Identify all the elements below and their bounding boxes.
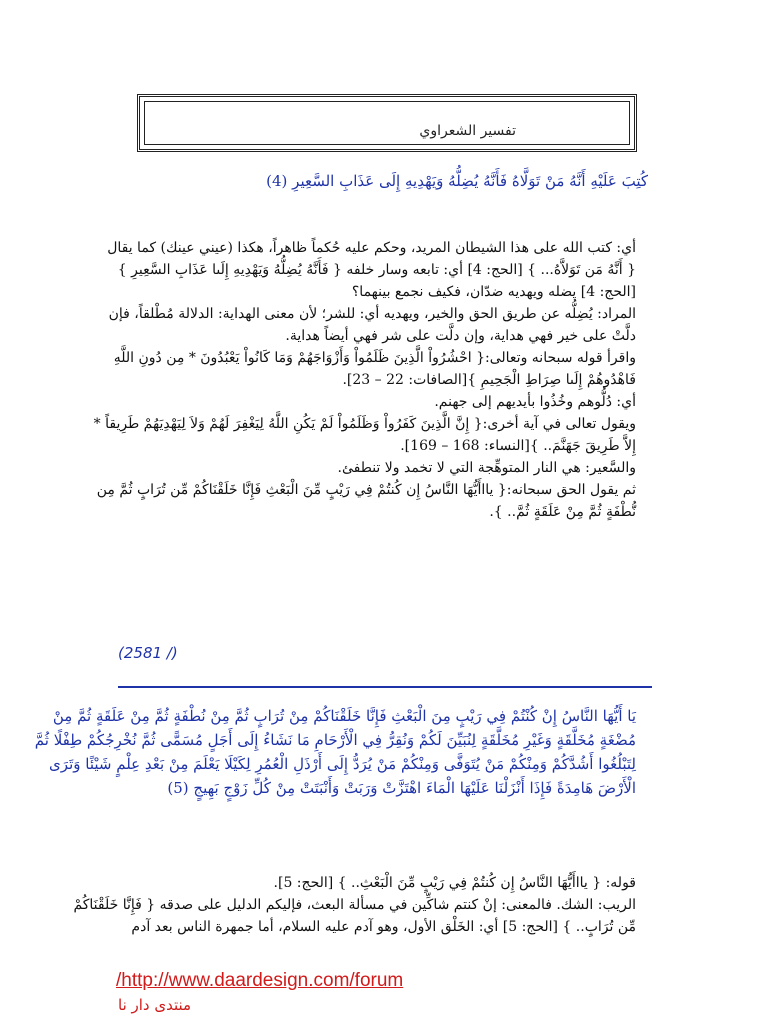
commentary-line: إِلاَّ طَرِيقَ جَهَنَّمَ.. }[النساء: 168 – 169].	[400, 438, 636, 454]
commentary-line: دلَّتْ على خير فهي هداية، وإن دلَّت على شر فهي أيضاً هداية.	[285, 328, 636, 344]
commentary-line: قوله: { يااأَيُّهَا النَّاسُ إِن كُنتُمْ فِي رَيْبٍ مِّنَ الْبَعْثِ.. } [الحج: 5].	[273, 875, 636, 891]
verse-4: كُتِبَ عَلَيْهِ أَنَّهُ مَنْ تَوَلَّاهُ فَأَنَّهُ يُضِلُّهُ وَيَهْدِيهِ إِلَى عَذَابِ السَّعِيرِ (4)	[266, 172, 648, 190]
verse-line: مُضْغَةٍ مُخَلَّقَةٍ وَغَيْرِ مُخَلَّقَةٍ لِنُبَيِّنَ لَكُمْ وَنُقِرُّ فِي الْأَرْحَامِ مَا نَشَاءُ إِلَى أَجَلٍ مُسَمًّى ثُمَّ نُخْرِجُكُمْ طِفْلًا ثُمَّ	[34, 731, 636, 749]
commentary-section-2	[73, 872, 636, 938]
title-frame-inner-border	[144, 101, 630, 145]
forum-link[interactable]: /http://www.daardesign.com/forum	[116, 970, 404, 991]
verse-line: لِتَبْلُغُوا أَشُدَّكُمْ وَمِنْكُمْ مَنْ يُتَوَفَّى وَمِنْكُمْ مَنْ يُرَدُّ إِلَى أَرْذَلِ الْعُمُرِ لِكَيْلَا يَعْلَمَ مِنْ بَعْدِ عِلْمٍ شَيْئًا وَتَرَى	[49, 755, 636, 773]
commentary-line: الريب: الشك. فالمعنى: إنْ كنتم شاكِّين في مسألة البعث، فإليكم الدليل على صدقه { فَإِنَّا خَلَقْنَاكُمْ	[73, 897, 636, 913]
commentary-line: مِّن تُرَابٍ.. } [الحج: 5] أي: الخَلْق الأول، وهو آدم عليه السلام، أما جمهرة الناس بعد آدم	[131, 919, 636, 935]
commentary-line: واقرأ قوله سبحانه وتعالى:{ احْشُرُواْ الَّذِينَ ظَلَمُواْ وَأَزْوَاجَهُمْ وَمَا كَانُواْ يَعْبُدُونَ * مِن دُونِ اللَّهِ	[113, 350, 636, 366]
commentary-line: { أَنَّهُ مَن تَوَلاَّهُ... } [الحج: 4] أي: تابعه وسار خلفه { فَأَنَّهُ يُضِلُّهُ وَيَهْدِيهِ إِلَىا عَذَابِ السَّعِيرِ }	[117, 262, 636, 278]
commentary-line: المراد: يُضِلُّه عن طريق الحق والخير، ويهديه أي: للشر؛ لأن معنى الهداية: الدلالة مُطْلقاً، فإن	[108, 306, 636, 322]
commentary-line: [الحج: 4] يضله ويهديه ضدّان، فكيف نجمع بينهما؟	[351, 284, 636, 300]
title-frame	[137, 94, 637, 152]
commentary-line: نُّطْفَةٍ ثُمَّ مِنْ عَلَقَةٍ ثُمَّ.. }.	[489, 504, 636, 520]
page-reference: (2581 /)	[118, 644, 178, 662]
commentary-line: أي: كتب الله على هذا الشيطان المريد، وحكم عليه حُكماً ظاهراً، هكذا (عيني عينك) كما يقال	[107, 240, 636, 256]
commentary-section-1	[93, 237, 636, 523]
section-divider	[118, 686, 652, 688]
commentary-line: ثم يقول الحق سبحانه:{ يااأَيُّهَا النَّاسُ إِن كُنتُمْ فِي رَيْبٍ مِّنَ الْبَعْثِ فَإِنَّا خَلَقْنَاكُمْ مِّن تُرَابٍ ثُمَّ مِن	[96, 482, 636, 498]
book-title: تفسير الشعراوي	[419, 123, 516, 139]
verse-line: يَا أَيُّهَا النَّاسُ إِنْ كُنْتُمْ فِي رَيْبٍ مِنَ الْبَعْثِ فَإِنَّا خَلَقْنَاكُمْ مِنْ تُرَابٍ ثُمَّ مِنْ نُطْفَةٍ ثُمَّ مِنْ عَلَقَةٍ ثُمَّ مِنْ	[52, 707, 636, 725]
verse-5	[34, 704, 636, 800]
commentary-line: ويقول تعالى في آية أخرى:{ إِنَّ الَّذِينَ كَفَرُواْ وَظَلَمُواْ لَمْ يَكُنِ اللَّهُ لِيَغْفِرَ لَهُمْ وَلاَ لِيَهْدِيَهُمْ طَرِيقاً *	[93, 416, 636, 432]
commentary-line: فَاهْدُوهُمْ إِلَىا صِرَاطِ الْجَحِيمِ }[الصافات: 22 – 23].	[342, 372, 636, 388]
commentary-line: أي: دُلُّوهم وخُذُوا بأيديهم إلى جهنم.	[434, 394, 636, 410]
commentary-line: والسَّعير: هي النار المتوهِّجة التي لا تخمد ولا تنطفئ.	[337, 460, 636, 476]
verse-line: الْأَرْضَ هَامِدَةً فَإِذَا أَنْزَلْنَا عَلَيْهَا الْمَاءَ اهْتَزَّتْ وَرَبَتْ وَأَنْبَتَتْ مِنْ كُلِّ زَوْجٍ بَهِيجٍ (5)	[167, 779, 636, 797]
forum-name: منتدى دار نا	[118, 996, 192, 1014]
